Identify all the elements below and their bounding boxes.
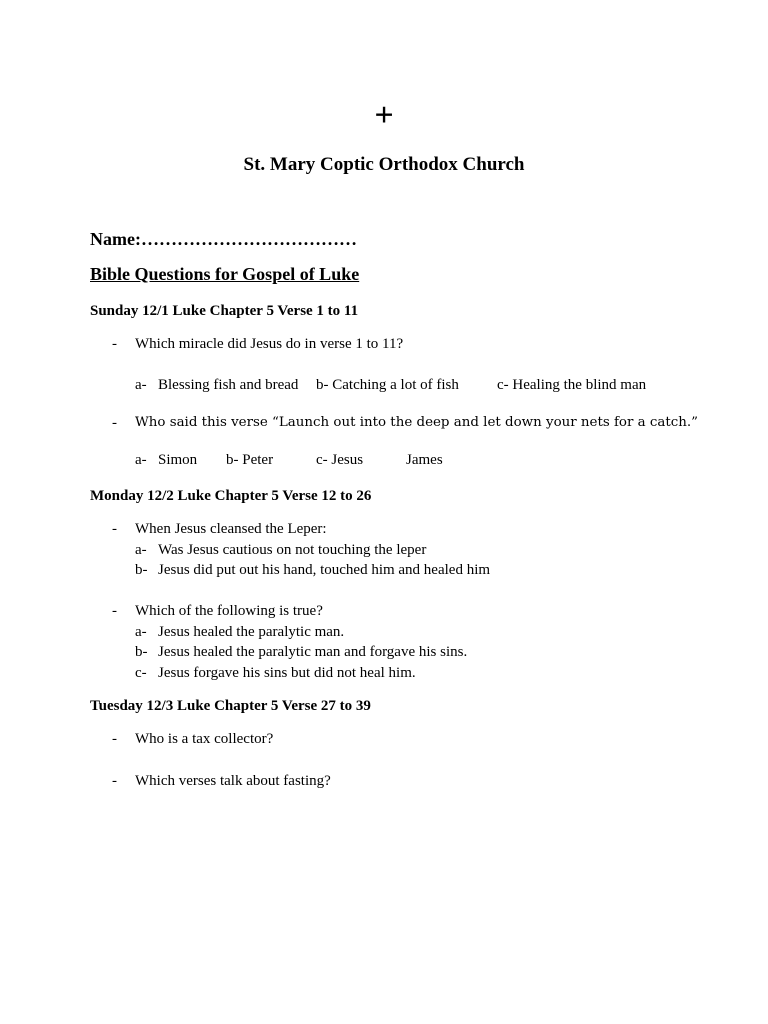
option-text: Was Jesus cautious on not touching the leper xyxy=(158,542,427,558)
option-text: b- Catching a lot of fish xyxy=(316,377,459,393)
worksheet-title: Bible Questions for Gospel of Luke xyxy=(90,264,360,284)
question-bullet: - xyxy=(112,603,117,619)
question-bullet: - xyxy=(112,773,117,789)
question-bullet: - xyxy=(112,415,117,431)
option-text: c- Jesus xyxy=(316,452,364,468)
option-text: b- Peter xyxy=(226,452,274,468)
question-bullet: - xyxy=(112,731,117,747)
option-label: b- xyxy=(135,644,148,660)
question-text: Who said this verse “Launch out into the deep and let down your nets for a catch.” xyxy=(135,415,698,430)
church-title: St. Mary Coptic Orthodox Church xyxy=(243,154,525,175)
option-text: Jesus healed the paralytic man. xyxy=(158,624,345,640)
option-label: a- xyxy=(135,624,147,640)
question-text: Who is a tax collector? xyxy=(135,731,274,747)
option-text: c- Healing the blind man xyxy=(497,377,647,393)
option-text: Simon xyxy=(158,452,198,468)
option-text: James xyxy=(406,452,443,468)
question-text: Which miracle did Jesus do in verse 1 to 11? xyxy=(135,336,404,352)
name-field-line: Name:……………………………… xyxy=(90,229,357,249)
option-text: Jesus did put out his hand, touched him and healed him xyxy=(158,562,491,578)
option-label: c- xyxy=(135,665,147,681)
question-text: Which of the following is true? xyxy=(135,603,323,619)
option-label: a- xyxy=(135,377,147,393)
cross-symbol: + xyxy=(374,97,394,134)
option-text: Jesus forgave his sins but did not heal him. xyxy=(158,665,416,681)
option-text: Jesus healed the paralytic man and forgave his sins. xyxy=(158,644,468,660)
option-label: b- xyxy=(135,562,148,578)
question-bullet: - xyxy=(112,521,117,537)
section-heading-sunday: Sunday 12/1 Luke Chapter 5 Verse 1 to 11 xyxy=(90,303,359,319)
section-heading-monday: Monday 12/2 Luke Chapter 5 Verse 12 to 26 xyxy=(90,488,372,504)
question-text: When Jesus cleansed the Leper: xyxy=(135,521,327,537)
question-bullet: - xyxy=(112,336,117,352)
option-label: a- xyxy=(135,452,147,468)
question-text: Which verses talk about fasting? xyxy=(135,773,331,789)
option-text: Blessing fish and bread xyxy=(158,377,299,393)
section-heading-tuesday: Tuesday 12/3 Luke Chapter 5 Verse 27 to 39 xyxy=(90,698,371,714)
option-label: a- xyxy=(135,542,147,558)
